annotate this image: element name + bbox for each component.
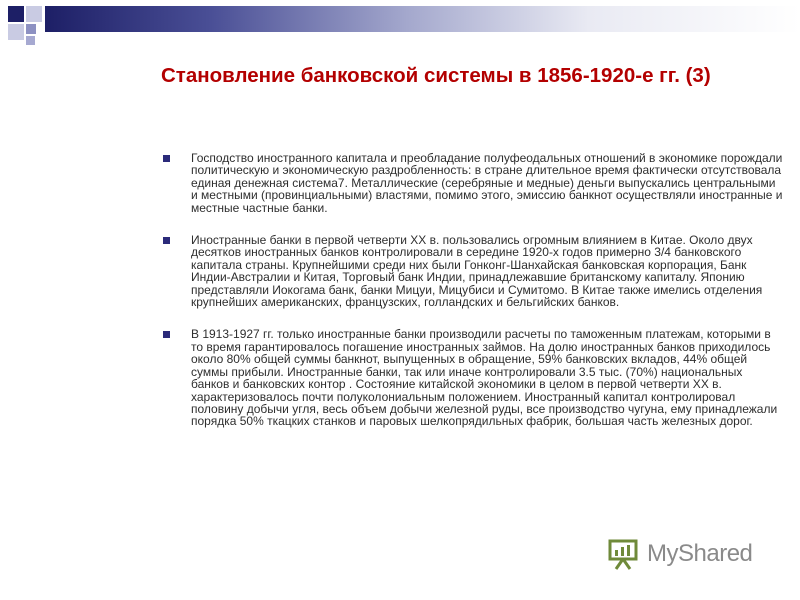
bullet-text: В 1913-1927 гг. только иностранные банки производили расчеты по таможенным платежам, которыми в то время гарантировалось погашение иностранных займов. На долю иностранных банков приходилось около 80% общей суммы банкнот, выпущенных в обращение, 59% банковских вкладов, 44% общей суммы прибыли. Иностранные банки, так или иначе контролировали 3.5 тыс. (70%) национальных банков и банковских контор . Состояние китайской экономики в целом в первой четверти XX в. характеризовалось почти полуколониальным положением. Иностранный капитал контролировал половину добычи угля, весь объем добычи железной руды, все производство чугуна, ему принадлежали порядка 50% ткацких станков и паровых шелкопрядильных фабрик, большая часть железных дорог. — [191, 327, 778, 429]
header-gradient-bar — [45, 6, 800, 32]
corner-square-navy — [8, 6, 24, 22]
corner-square-light — [26, 6, 42, 22]
corner-square-light — [8, 24, 24, 40]
bullet-text: Иностранные банки в первой четверти XX в. пользовались огромным влиянием в Китае. Около двух десятков иностранных банков контролировали в середине 1920-х годов примерно 3/4 банковского капитала страны. Крупнейшими среди них были Гонконг-Шанхайская банковская корпорация, Банк Индии-Австралии и Китая, Торговый банк Индии, принадлежавшие британскому капиталу. Японию представляли Иокогама банк, банки Мицуи, Мицубиси и Сумитомо. В Китае также имелись отделения крупнейших американских, французских, голландских и бельгийских банков. — [191, 233, 763, 310]
bullet-item — [163, 234, 783, 308]
bullet-square-icon — [163, 237, 170, 244]
bullet-list — [163, 152, 783, 448]
myshared-logo — [607, 536, 767, 574]
bullet-item — [163, 152, 783, 214]
corner-square-small — [26, 36, 35, 45]
bullet-square-icon — [163, 155, 170, 162]
bullet-text: Господство иностранного капитала и преобладание полуфеодальных отношений в экономике порождали политическую и экономическую раздробленность: в стране длительное время фактически отсутствовала единая денежная система7. Металлические (серебряные и медные) деньги выпускались центральными и местными (провинциальными) властями, помимо этого, эмиссию банкнот осуществляли иностранные и местные частные банки. — [191, 151, 783, 215]
presentation-board-icon — [607, 538, 643, 572]
bullet-item — [163, 328, 783, 427]
corner-square-mid — [26, 24, 36, 34]
slide-title: Становление банковской системы в 1856-1920-е гг. (3) — [161, 64, 711, 87]
bullet-square-icon — [163, 331, 170, 338]
logo-brand-text: MyShared — [647, 540, 753, 567]
